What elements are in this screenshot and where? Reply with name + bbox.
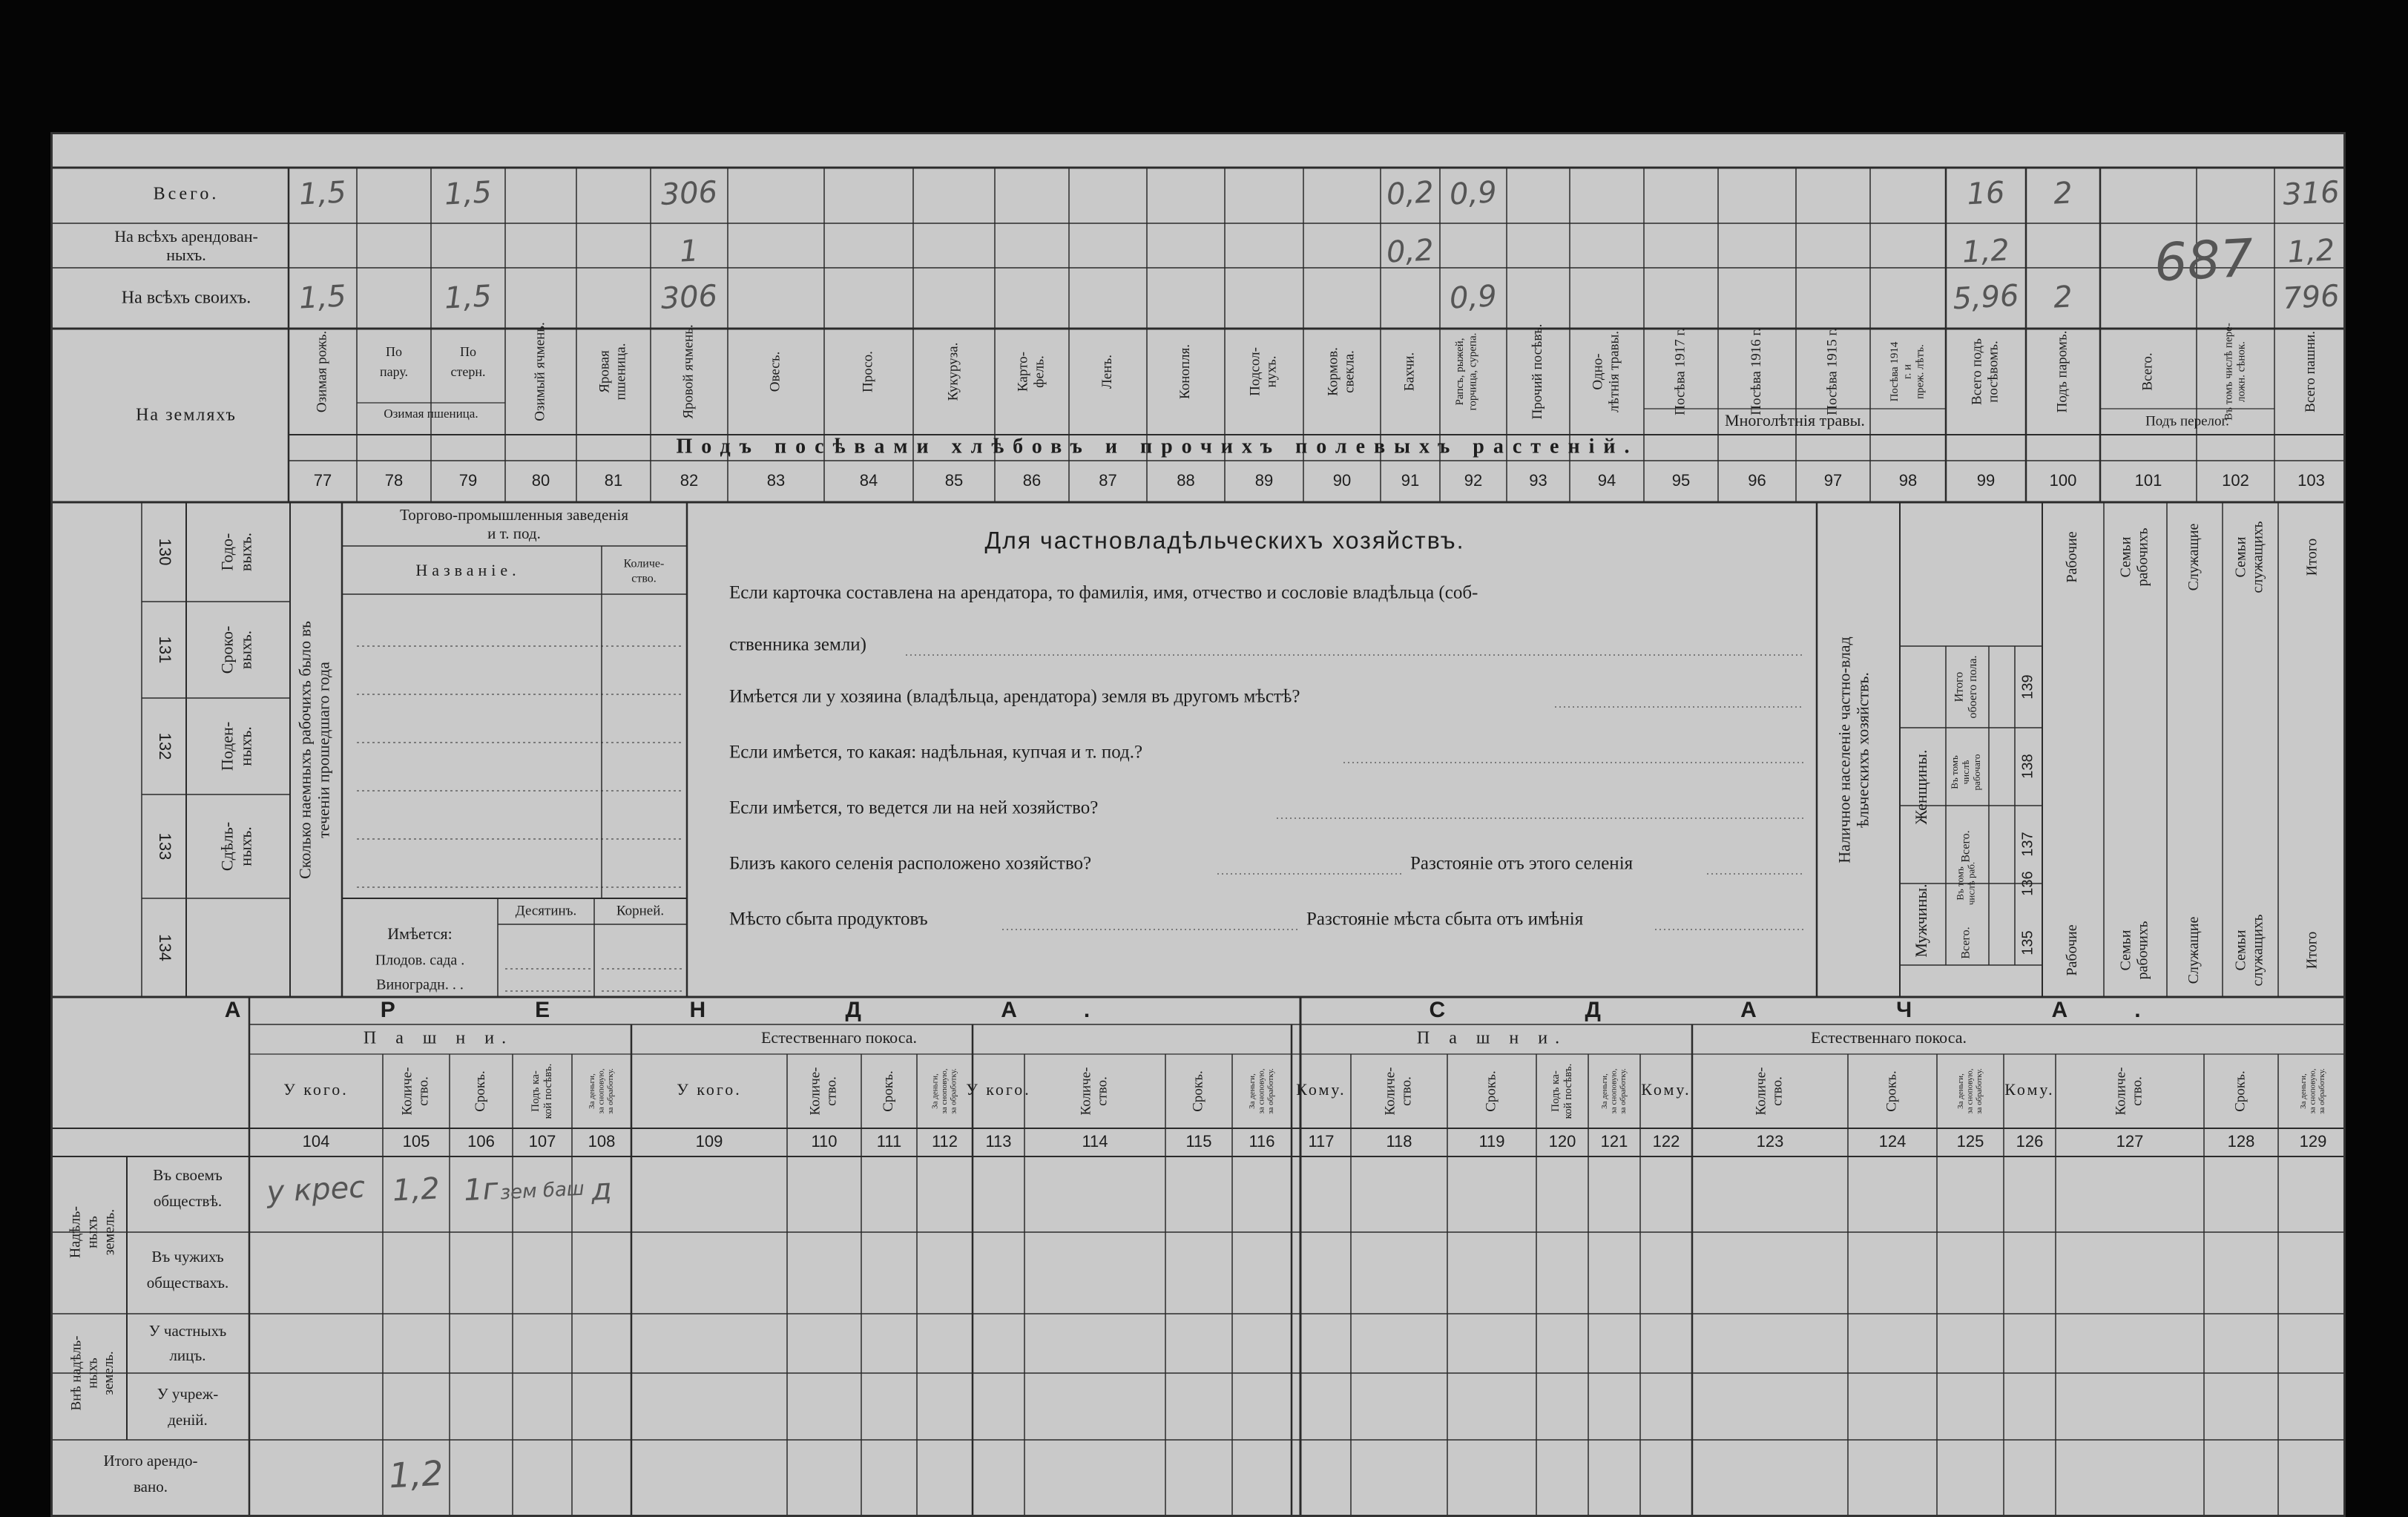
col-number-83: 83: [766, 470, 786, 490]
group-fallow: Подъ перелог.: [2145, 413, 2229, 430]
bottom-qty-123: Количе-: [1753, 1067, 1769, 1116]
row-total-a: Итого арендо-: [103, 1451, 198, 1470]
crop-header-86: фель.: [1031, 355, 1047, 388]
hw-row1-108: д: [590, 1172, 613, 1208]
bottom-qty-114: Количе-: [1078, 1067, 1094, 1116]
bottom-pay-125: за обработку.: [1975, 1068, 1984, 1114]
trade-title: Торгово-промышленныя заведенія: [400, 505, 628, 524]
bottom-qty-118: ство.: [1398, 1076, 1415, 1106]
bottom-pay-121: за обработку.: [1619, 1068, 1628, 1114]
crop-header-78-b: пару.: [379, 364, 409, 380]
trade-title-b: и т. под.: [487, 524, 541, 542]
bottom-crop-120: кой посѣвъ.: [1562, 1063, 1575, 1119]
row-label-rented-line1: На всѣхъ арендован-: [114, 227, 258, 246]
col-number-96: 96: [1748, 470, 1766, 490]
private-title: Для частновладѣльческихъ хозяйствъ.: [984, 527, 1465, 554]
hw-rented-91: 0,2: [1385, 233, 1435, 270]
pop-num-138: 138: [2019, 754, 2036, 779]
row-other-society-a: Въ чужихъ: [151, 1247, 224, 1266]
crop-header-81: пшеница.: [613, 343, 629, 401]
col-number-91: 91: [1401, 470, 1420, 490]
sdacha-header: С Д А Ч А.: [1429, 997, 2208, 1022]
crop-header-86: Карто-: [1015, 352, 1031, 392]
bottom-qty-110: Количе-: [807, 1067, 823, 1116]
bottom-qty-118: Количе-: [1382, 1067, 1398, 1116]
bottom-qty-127: Количе-: [2113, 1067, 2129, 1116]
pop-right-bot-3: Семьи: [2232, 929, 2249, 971]
orchard-label: Плодов. сада .: [375, 952, 465, 969]
bottom-col-num-122: 122: [1652, 1131, 1680, 1151]
pop-right-bot-0: Рабочие: [2064, 924, 2081, 976]
crop-header-79-b: стерн.: [450, 364, 486, 380]
row-label-lands: На земляхъ: [136, 405, 237, 425]
private-q1b: ственника земли): [729, 634, 866, 655]
orchard-roots: Корней.: [616, 903, 665, 919]
col-number-98: 98: [1898, 470, 1918, 490]
trade-name-col: Названіе.: [415, 561, 521, 580]
row-own-society-b: обществѣ.: [153, 1191, 223, 1210]
hired-workers-label: теченіи прошедшаго года: [314, 662, 333, 838]
mid-col-label-130: Годо-: [217, 533, 237, 571]
mid-col-label-132: ныхъ.: [236, 726, 255, 766]
col-number-79: 79: [458, 470, 478, 490]
col-number-90: 90: [1332, 470, 1352, 490]
mid-col-num-130: 130: [156, 538, 175, 566]
pop-right-top-4: Итого: [2303, 538, 2320, 576]
bottom-crop-107: Подъ ка-: [529, 1070, 542, 1112]
hw-own-77: 1,5: [297, 279, 347, 316]
col-number-93: 93: [1529, 470, 1547, 490]
mid-col-num-133: 133: [156, 832, 175, 860]
bottom-term-115: Срокъ.: [1190, 1070, 1206, 1112]
pop-right-top-1: Семьи: [2117, 536, 2134, 578]
bottom-crop-120: Подъ ка-: [1549, 1070, 1562, 1112]
hired-workers-label: Сколько наемныхъ рабочихъ было въ: [295, 621, 315, 879]
pop-num-139: 139: [2019, 674, 2036, 700]
crop-header-102: ложн. сѣнок.: [2235, 341, 2248, 402]
bottom-col-num-129: 129: [2299, 1131, 2327, 1151]
bottom-col-num-112: 112: [931, 1131, 958, 1151]
crop-header-95: Посѣва 1917 г.: [1672, 328, 1688, 415]
private-q5b: Разстояніе отъ этого селенія: [1410, 853, 1634, 874]
hw-total-99: 16: [1966, 175, 2006, 212]
col-number-97: 97: [1823, 470, 1843, 490]
trade-qty-col-b: ство.: [631, 572, 657, 585]
row-inst-b: деній.: [168, 1410, 208, 1429]
mid-col-label-132: Поден-: [217, 721, 237, 771]
bottom-pay-129: За деньги,: [2298, 1073, 2308, 1109]
mid-col-label-131: выхъ.: [236, 630, 255, 670]
private-q6a: Мѣсто сбыта продуктовъ: [729, 909, 928, 929]
mid-col-label-133: ныхъ.: [236, 826, 255, 866]
pop-num-137: 137: [2019, 832, 2036, 857]
row-own-society-a: Въ своемъ: [153, 1165, 223, 1184]
private-q2: Имѣется ли у хозяина (владѣльца, арендатора) земля въ другомъ мѣстѣ?: [729, 686, 1300, 707]
bottom-pay-112: за сноповую,: [940, 1068, 950, 1114]
bottom-col-num-115: 115: [1185, 1131, 1212, 1151]
arenda-pokos: Естественнаго покоса.: [760, 1028, 918, 1047]
crop-header-97: Посѣва 1915 г.: [1824, 328, 1840, 415]
hw-own-103: 796: [2282, 279, 2340, 316]
crop-header-91: Бахчи.: [1401, 352, 1418, 392]
pop-right-bot-2: Служащие: [2185, 916, 2203, 984]
bottom-pay-116: за сноповую,: [1257, 1068, 1266, 1114]
row-group-vne-nadel: земель.: [101, 1351, 117, 1395]
private-q6b: Разстояніе мѣста сбыта отъ имѣнія: [1306, 909, 1584, 929]
census-card-sheet: [50, 132, 2346, 1517]
bottom-col-num-121: 121: [1600, 1131, 1628, 1151]
hw-own-82: 306: [659, 279, 719, 316]
crop-header-88: Конопля.: [1177, 343, 1193, 400]
hw-total-92: 0,9: [1448, 175, 1498, 212]
bottom-qty-123: ство.: [1769, 1076, 1786, 1106]
bottom-qty-114: ство.: [1094, 1076, 1111, 1106]
col-number-99: 99: [1976, 470, 1996, 490]
row-label-rented-line2: ныхъ.: [166, 246, 206, 265]
crop-header-82: Яровой ячмень.: [680, 324, 697, 419]
orchard-have: Имѣется:: [387, 924, 453, 944]
hw-row1-105: 1,2: [391, 1171, 441, 1208]
pop-num-135: 135: [2019, 930, 2036, 955]
bottom-col-num-119: 119: [1478, 1131, 1505, 1151]
pop-num-136: 136: [2019, 871, 2036, 896]
bottom-qty-105: ство.: [415, 1076, 432, 1106]
col-number-82: 82: [680, 470, 699, 490]
private-q4: Если имѣется, то ведется ли на ней хозяйство?: [729, 797, 1099, 818]
bottom-term-128: Срокъ.: [2232, 1070, 2249, 1112]
pop-right-top-3: служащихъ: [2249, 521, 2266, 593]
pop-men: Мужчины.: [1912, 883, 1931, 958]
bottom-term-119: Срокъ.: [1483, 1070, 1499, 1112]
hw-own-99: 5,96: [1952, 278, 2020, 317]
crop-header-89: нухъ.: [1263, 355, 1280, 388]
pop-right-top-1: рабочихъ: [2134, 527, 2151, 587]
row-label-total: Всего.: [153, 184, 220, 204]
bottom-pay-129: за обработку.: [2317, 1068, 2327, 1114]
bottom-to-126: Кому.: [2004, 1080, 2055, 1099]
hw-row1-104: у крес: [266, 1170, 366, 1210]
crop-header-98: г. и: [1901, 364, 1914, 379]
bottom-col-num-118: 118: [1386, 1131, 1412, 1151]
population-title: ѣльческихъ хозяйствъ.: [1853, 672, 1872, 828]
crop-header-84: Просо.: [860, 351, 876, 392]
bottom-pay-121: за сноповую,: [1609, 1068, 1619, 1114]
population-title: Наличное населеніе частно-влад: [1835, 636, 1854, 863]
crop-header-92: Рапсъ, рыжей,: [1454, 338, 1467, 406]
col-number-88: 88: [1177, 470, 1195, 490]
bottom-col-num-124: 124: [1878, 1131, 1907, 1151]
crop-header-99: Всего подъ: [1969, 338, 1985, 405]
crop-header-89: Подсол-: [1247, 347, 1263, 396]
sdacha-pokos: Естественнаго покоса.: [1810, 1028, 1967, 1047]
crop-header-85: Кукуруза.: [945, 342, 961, 401]
private-q5a: Близъ какого селенія расположено хозяйство?: [729, 853, 1092, 874]
pop-total-m: Всего.: [1959, 927, 1973, 959]
pop-incl-w: Въ томъ: [1949, 755, 1961, 789]
row-group-nadel: земель.: [101, 1208, 118, 1256]
row-inst-a: У учреж-: [157, 1384, 219, 1403]
col-number-103: 103: [2297, 470, 2325, 490]
pop-total-w: Всего.: [1959, 830, 1973, 863]
bottom-from-113: У кого.: [966, 1080, 1031, 1099]
mid-col-num-131: 131: [156, 636, 175, 664]
pop-both: Итого: [1953, 671, 1966, 702]
hw-own-92: 0,9: [1448, 279, 1498, 316]
bottom-col-num-111: 111: [876, 1131, 902, 1151]
vineyard-label: Виноградн. . .: [376, 976, 464, 993]
crop-header-90: свекла.: [1341, 350, 1358, 393]
crop-header-94: лѣтнія травы.: [1606, 331, 1622, 412]
group-winter-wheat: Озимая пшеница.: [384, 406, 478, 421]
hw-rented-82: 1: [678, 234, 700, 269]
col-number-77: 77: [313, 470, 332, 490]
mid-col-label-131: Сроко-: [217, 625, 237, 674]
bottom-col-num-107: 107: [528, 1131, 556, 1151]
pop-incl-m: числѣ раб.: [1965, 861, 1977, 906]
row-private-a: У частныхъ: [148, 1321, 227, 1340]
bottom-term-124: Срокъ.: [1884, 1070, 1900, 1112]
crop-header-77: Озимая рожь.: [314, 330, 330, 413]
mid-col-num-134: 134: [156, 934, 175, 961]
col-number-84: 84: [859, 470, 878, 490]
col-number-78: 78: [384, 470, 404, 490]
pop-both: обоего пола.: [1966, 655, 1979, 719]
bottom-col-num-116: 116: [1249, 1131, 1275, 1151]
bottom-col-num-114: 114: [1082, 1131, 1108, 1151]
hw-margin-note: 687: [2152, 227, 2255, 294]
bottom-qty-110: ство.: [823, 1076, 840, 1106]
crop-header-100: Подъ паромъ.: [2054, 330, 2070, 413]
bottom-term-106: Срокъ.: [472, 1070, 488, 1112]
crop-header-103: Всего пашни.: [2302, 331, 2318, 412]
row-total-b: вано.: [134, 1477, 168, 1495]
arenda-header: А Р Е Н Д А.: [224, 997, 1157, 1022]
col-number-92: 92: [1464, 470, 1483, 490]
row-group-vne-nadel: Внѣ надѣль-: [68, 1335, 85, 1411]
bottom-from-109: У кого.: [677, 1080, 742, 1099]
bottom-term-111: Срокъ.: [880, 1070, 896, 1112]
bottom-qty-127: ство.: [2129, 1076, 2145, 1106]
bottom-col-num-110: 110: [811, 1131, 838, 1151]
row-group-vne-nadel: ныхъ: [85, 1358, 101, 1389]
crop-header-99: посѣвомъ.: [1985, 340, 2001, 403]
bottom-col-num-128: 128: [2227, 1131, 2255, 1151]
census-form: [53, 134, 2346, 1517]
crop-header-98: Посѣва 1914: [1889, 341, 1901, 402]
crop-header-102: Въ томъ числѣ пере-: [2223, 323, 2235, 421]
bottom-pay-112: за обработку.: [949, 1068, 958, 1114]
pop-right-bot-3: служащихъ: [2249, 914, 2266, 987]
group-perennial: Многолѣтнія травы.: [1725, 411, 1865, 430]
bottom-pay-108: за сноповую,: [596, 1068, 606, 1114]
row-group-nadel: ныхъ: [84, 1216, 101, 1248]
bottom-pay-112: За деньги,: [930, 1073, 940, 1109]
pop-right-bot-1: Семьи: [2117, 929, 2134, 971]
bottom-pay-108: За деньги,: [587, 1073, 596, 1109]
pop-right-top-2: Служащие: [2185, 523, 2203, 591]
col-number-86: 86: [1022, 470, 1042, 490]
hw-rented-99: 1,2: [1961, 233, 2010, 270]
bottom-col-num-123: 123: [1756, 1131, 1784, 1151]
col-number-101: 101: [2134, 470, 2162, 490]
hw-rented-103: 1,2: [2286, 233, 2336, 270]
col-number-102: 102: [2222, 470, 2249, 490]
crop-header-94: Одно-: [1590, 353, 1606, 390]
pop-right-bot-4: Итого: [2303, 931, 2320, 970]
crop-header-92: горчица, сурепа.: [1467, 332, 1479, 411]
bottom-col-num-105: 105: [402, 1131, 430, 1151]
bottom-pay-116: за обработку.: [1266, 1068, 1276, 1114]
pop-incl-w: рабочаго: [1970, 754, 1982, 791]
row-label-own: На всѣхъ своихъ.: [121, 288, 251, 308]
bottom-qty-105: Количе-: [399, 1067, 415, 1116]
bottom-pay-121: За деньги,: [1599, 1073, 1609, 1109]
pop-incl-m: Въ томъ: [1954, 866, 1966, 901]
crop-header-101: Всего.: [2139, 352, 2156, 391]
hw-total-77: 1,5: [297, 175, 347, 212]
group-under-crops: Подъ посѣвами хлѣбовъ и прочихъ полевыхъ растеній.: [676, 435, 1639, 458]
col-number-80: 80: [531, 470, 550, 490]
bottom-col-num-127: 127: [2116, 1131, 2144, 1151]
crop-header-87: Ленъ.: [1099, 355, 1115, 389]
row-private-b: лицъ.: [169, 1346, 206, 1364]
col-number-87: 87: [1099, 470, 1117, 490]
bottom-to-117: Кому.: [1296, 1080, 1346, 1099]
crop-header-96: Посѣва 1916 г.: [1748, 328, 1764, 415]
pop-incl-w: числѣ: [1959, 760, 1971, 785]
pop-women: Женщины.: [1912, 749, 1931, 825]
bottom-col-num-117: 117: [1308, 1131, 1335, 1151]
bottom-col-num-104: 104: [302, 1131, 330, 1151]
hw-total-103: 316: [2282, 175, 2340, 212]
private-q3: Если имѣется, то какая: надѣльная, купчая и т. под.?: [729, 742, 1143, 763]
crop-header-81: Яровая: [596, 350, 613, 393]
private-q1a: Если карточка составлена на арендатора, то фамилія, имя, отчество и сословіе владѣльца (соб-: [729, 582, 1478, 603]
hw-total-91: 0,2: [1385, 175, 1435, 212]
pop-right-top-0: Рабочие: [2064, 531, 2081, 583]
bottom-col-num-109: 109: [695, 1131, 723, 1151]
row-other-society-b: обществахъ.: [146, 1273, 229, 1291]
mid-col-label-130: выхъ.: [236, 532, 255, 572]
bottom-col-num-125: 125: [1956, 1131, 1984, 1151]
crop-header-98: преж. лѣтъ.: [1914, 344, 1927, 399]
mid-col-label-133: Сдѣль-: [217, 821, 237, 872]
crop-header-93: Прочий посѣвъ.: [1529, 323, 1545, 420]
sdacha-pashni: П а ш н и.: [1416, 1028, 1567, 1048]
bottom-pay-125: за сноповую,: [1965, 1068, 1975, 1114]
bottom-pay-125: За деньги,: [1955, 1073, 1965, 1109]
hw-own-100: 2: [2052, 280, 2073, 315]
hw-total-100: 2: [2052, 176, 2073, 211]
crop-header-79: По: [460, 344, 476, 360]
bottom-from-104: У кого.: [283, 1080, 349, 1099]
orchard-desyatin: Десятинъ.: [515, 903, 577, 919]
col-number-95: 95: [1671, 470, 1691, 490]
arenda-pashni: П а ш н и.: [363, 1028, 514, 1048]
bottom-col-num-126: 126: [2016, 1131, 2044, 1151]
col-number-100: 100: [2049, 470, 2077, 490]
col-number-89: 89: [1254, 470, 1274, 490]
col-number-94: 94: [1597, 470, 1616, 490]
hw-own-79: 1,5: [443, 279, 493, 316]
bottom-to-122: Кому.: [1641, 1080, 1691, 1099]
hw-total-79: 1,5: [443, 175, 493, 212]
bottom-col-num-113: 113: [985, 1131, 1012, 1151]
pop-right-top-3: Семьи: [2232, 536, 2249, 578]
bottom-pay-129: за сноповую,: [2308, 1068, 2317, 1114]
crop-header-78: По: [386, 344, 402, 360]
col-number-81: 81: [604, 470, 623, 490]
col-number-85: 85: [944, 470, 964, 490]
trade-qty-col: Количе-: [623, 557, 665, 570]
hw-total-82: 306: [659, 175, 719, 212]
bottom-pay-116: За деньги,: [1247, 1073, 1257, 1109]
mid-col-num-132: 132: [156, 732, 175, 760]
bottom-col-num-120: 120: [1548, 1131, 1576, 1151]
hw-row1-107: зем баш: [499, 1177, 585, 1205]
hw-total-105: 1,2: [387, 1452, 444, 1496]
bottom-crop-107: кой посѣвъ.: [542, 1063, 555, 1119]
crop-header-90: Кормов.: [1325, 347, 1341, 396]
pop-right-bot-1: рабочихъ: [2134, 921, 2151, 980]
hw-row1-106: 1г: [462, 1171, 499, 1208]
bottom-col-num-106: 106: [467, 1131, 495, 1151]
bottom-pay-108: за обработку.: [606, 1068, 616, 1114]
bottom-col-num-108: 108: [588, 1131, 616, 1151]
crop-header-80: Озимый ячмень.: [532, 322, 548, 421]
crop-header-83: Овесъ.: [767, 351, 783, 392]
row-group-nadel: Надѣль-: [67, 1205, 84, 1259]
